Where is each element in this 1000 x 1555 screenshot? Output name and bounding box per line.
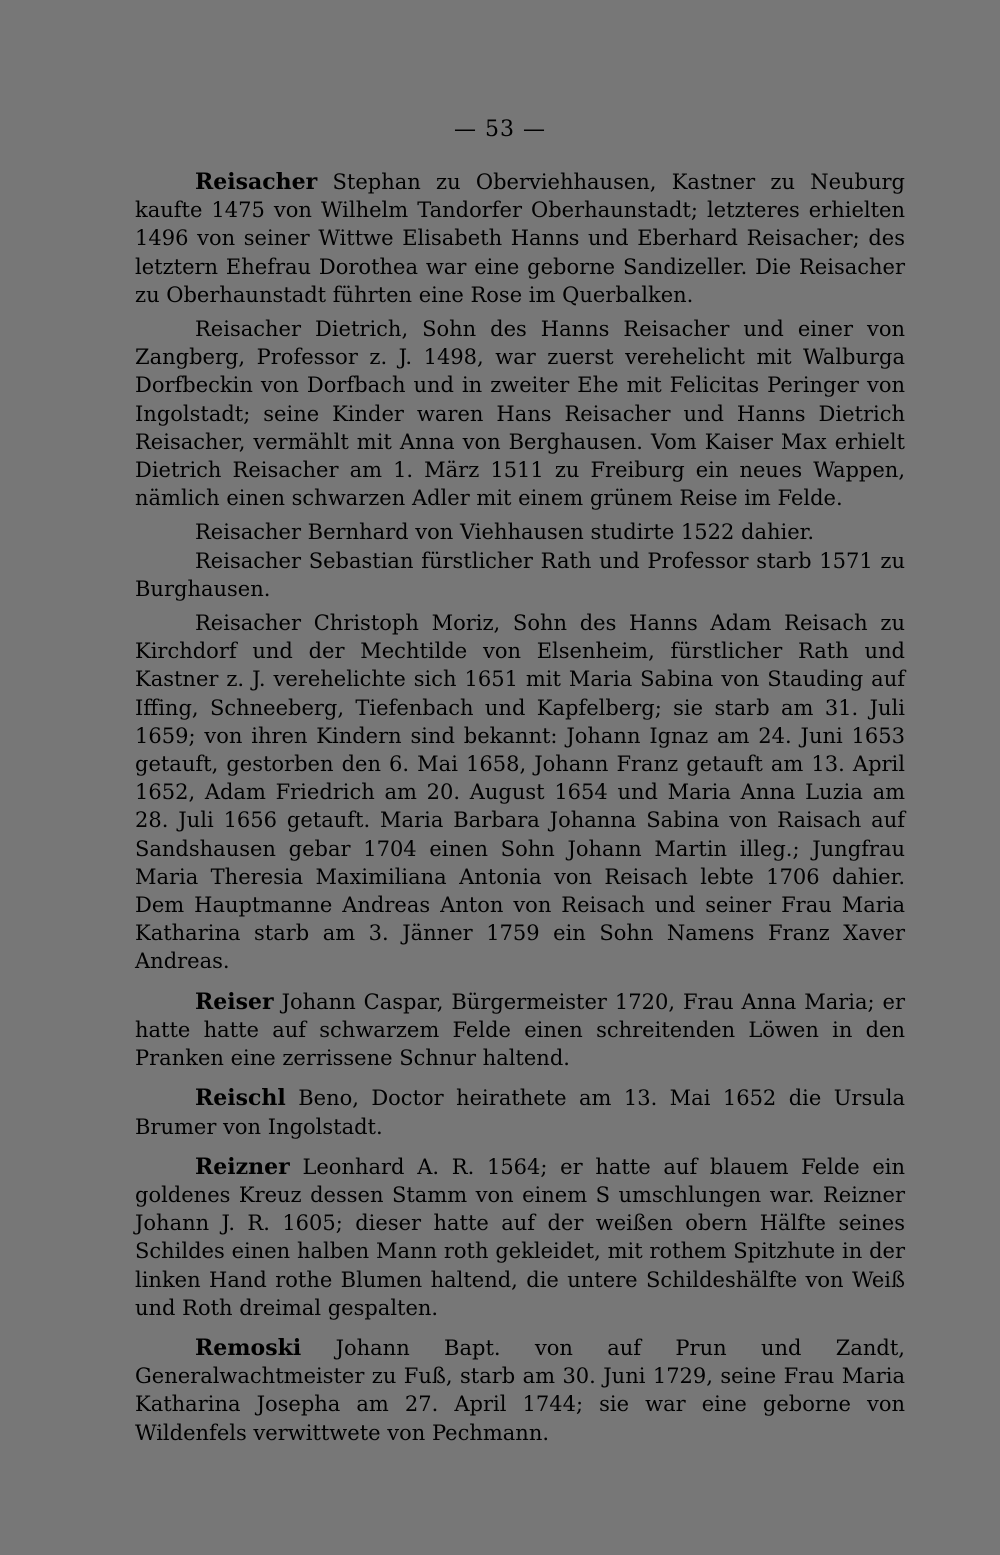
entry-reisacher-christoph [135,609,905,976]
entry-text: Reisacher Sebastian fürstlicher Rath und Professor starb 1571 zu Burghausen. [135,548,905,601]
entry-reiser [135,988,905,1073]
entry-text: Reisacher Bernhard von Viehhausen studirte 1522 dahier. [195,520,815,545]
entry-reisacher-bernhard [135,518,905,546]
entry-text: Reisacher Christoph Moriz, Sohn des Hanns Adam Reisach zu Kirchdorf und der Mechtilde von Elsenheim, fürstlicher Rath und Kastner z. J. verehelichte sich 1651 mit Maria Sabina von Stauding auf Iffing, Schneeberg, Tiefenbach und Kapfelberg; sie starb am 31. Juli 1659; von ihren Kindern sind bekannt: Johann Ignaz am 24. Juni 1653 getauft, gestorben den 6. Mai 1658, Johann Franz getauft am 13. April 1652, Adam Friedrich am 20. August 1654 und Maria Anna Luzia am 28. Juli 1656 getauft. Maria Barbara Johanna Sabina von Raisach auf Sandshausen gebar 1704 einen Sohn Johann Martin illeg.; Jungfrau Maria Theresia Maximiliana Antonia von Reisach lebte 1706 dahier. Dem Hauptmanne Andreas Anton von Reisach und seiner Frau Maria Katharina starb am 3. Jänner 1759 ein Sohn Namens Franz Xaver Andreas. [135,611,905,974]
entry-text: Leonhard A. R. 1564; er hatte auf blauem Felde ein goldenes Kreuz dessen Stamm von einem S umschlungen war. Reizner Johann J. R. 1605; dieser hatte auf der weißen obern Hälfte seines Schildes einen halben Mann roth gekleidet, mit rothem Spitzhute in der linken Hand rothe Blumen haltend, die untere Schildeshälfte von Weiß und Roth dreimal gespalten. [135,1154,905,1320]
entry-headword: Reizner [195,1153,290,1180]
entry-remoski [135,1334,905,1447]
entry-reischl [135,1084,905,1140]
entry-headword: Reiser [195,988,274,1015]
entry-reizner [135,1153,905,1322]
entry-text: Beno, Doctor heirathete am 13. Mai 1652 die Ursula Brumer von Ingolstadt. [135,1086,905,1139]
entry-reisacher-sebastian [135,547,905,603]
page-number: — 53 — [454,117,546,142]
entry-headword: Remoski [195,1334,302,1361]
entry-text: Reisacher Dietrich, Sohn des Hanns Reisacher und einer von Zangberg, Professor z. J. 1498, war zuerst verehelicht mit Walburga Dorfbeckin von Dorfbach und in zweiter Ehe mit Felicitas Peringer von Ingolstadt; seine Kinder waren Hans Reisacher und Hanns Dietrich Reisacher, vermählt mit Anna von Berghausen. Vom Kaiser Max erhielt Dietrich Reisacher am 1. März 1511 zu Freiburg ein neues Wappen, nämlich einen schwarzen Adler mit einem grünem Reise im Felde. [135,317,905,511]
entry-reisacher-stephan [135,168,905,309]
entry-headword: Reischl [195,1085,286,1112]
entry-text: Stephan zu Oberviehhausen, Kastner zu Neuburg kaufte 1475 von Wilhelm Tandorfer Oberhaunstadt; letzteres erhielten 1496 von seiner Wittwe Elisabeth Hanns und Eberhard Reisacher; des letztern Ehefrau Dorothea war eine geborne Sandizeller. Die Reisacher zu Oberhaunstadt führten eine Rose im Querbalken. [135,170,905,307]
text-body [135,168,905,1447]
entry-headword: Reisacher [195,169,318,195]
entry-text: Johann Bapt. von auf Prun und Zandt, Generalwachtmeister zu Fuß, starb am 30. Juni 1729, seine Frau Maria Katharina Josepha am 27. April 1744; sie war eine geborne von Wildenfels verwittwete von Pechmann. [135,1335,905,1445]
entry-text: Johann Caspar, Bürgermeister 1720, Frau Anna Maria; er hatte hatte auf schwarzem Felde einen schreitenden Löwen in den Pranken eine zerrissene Schnur haltend. [135,989,905,1071]
entry-reisacher-dietrich [135,315,905,512]
